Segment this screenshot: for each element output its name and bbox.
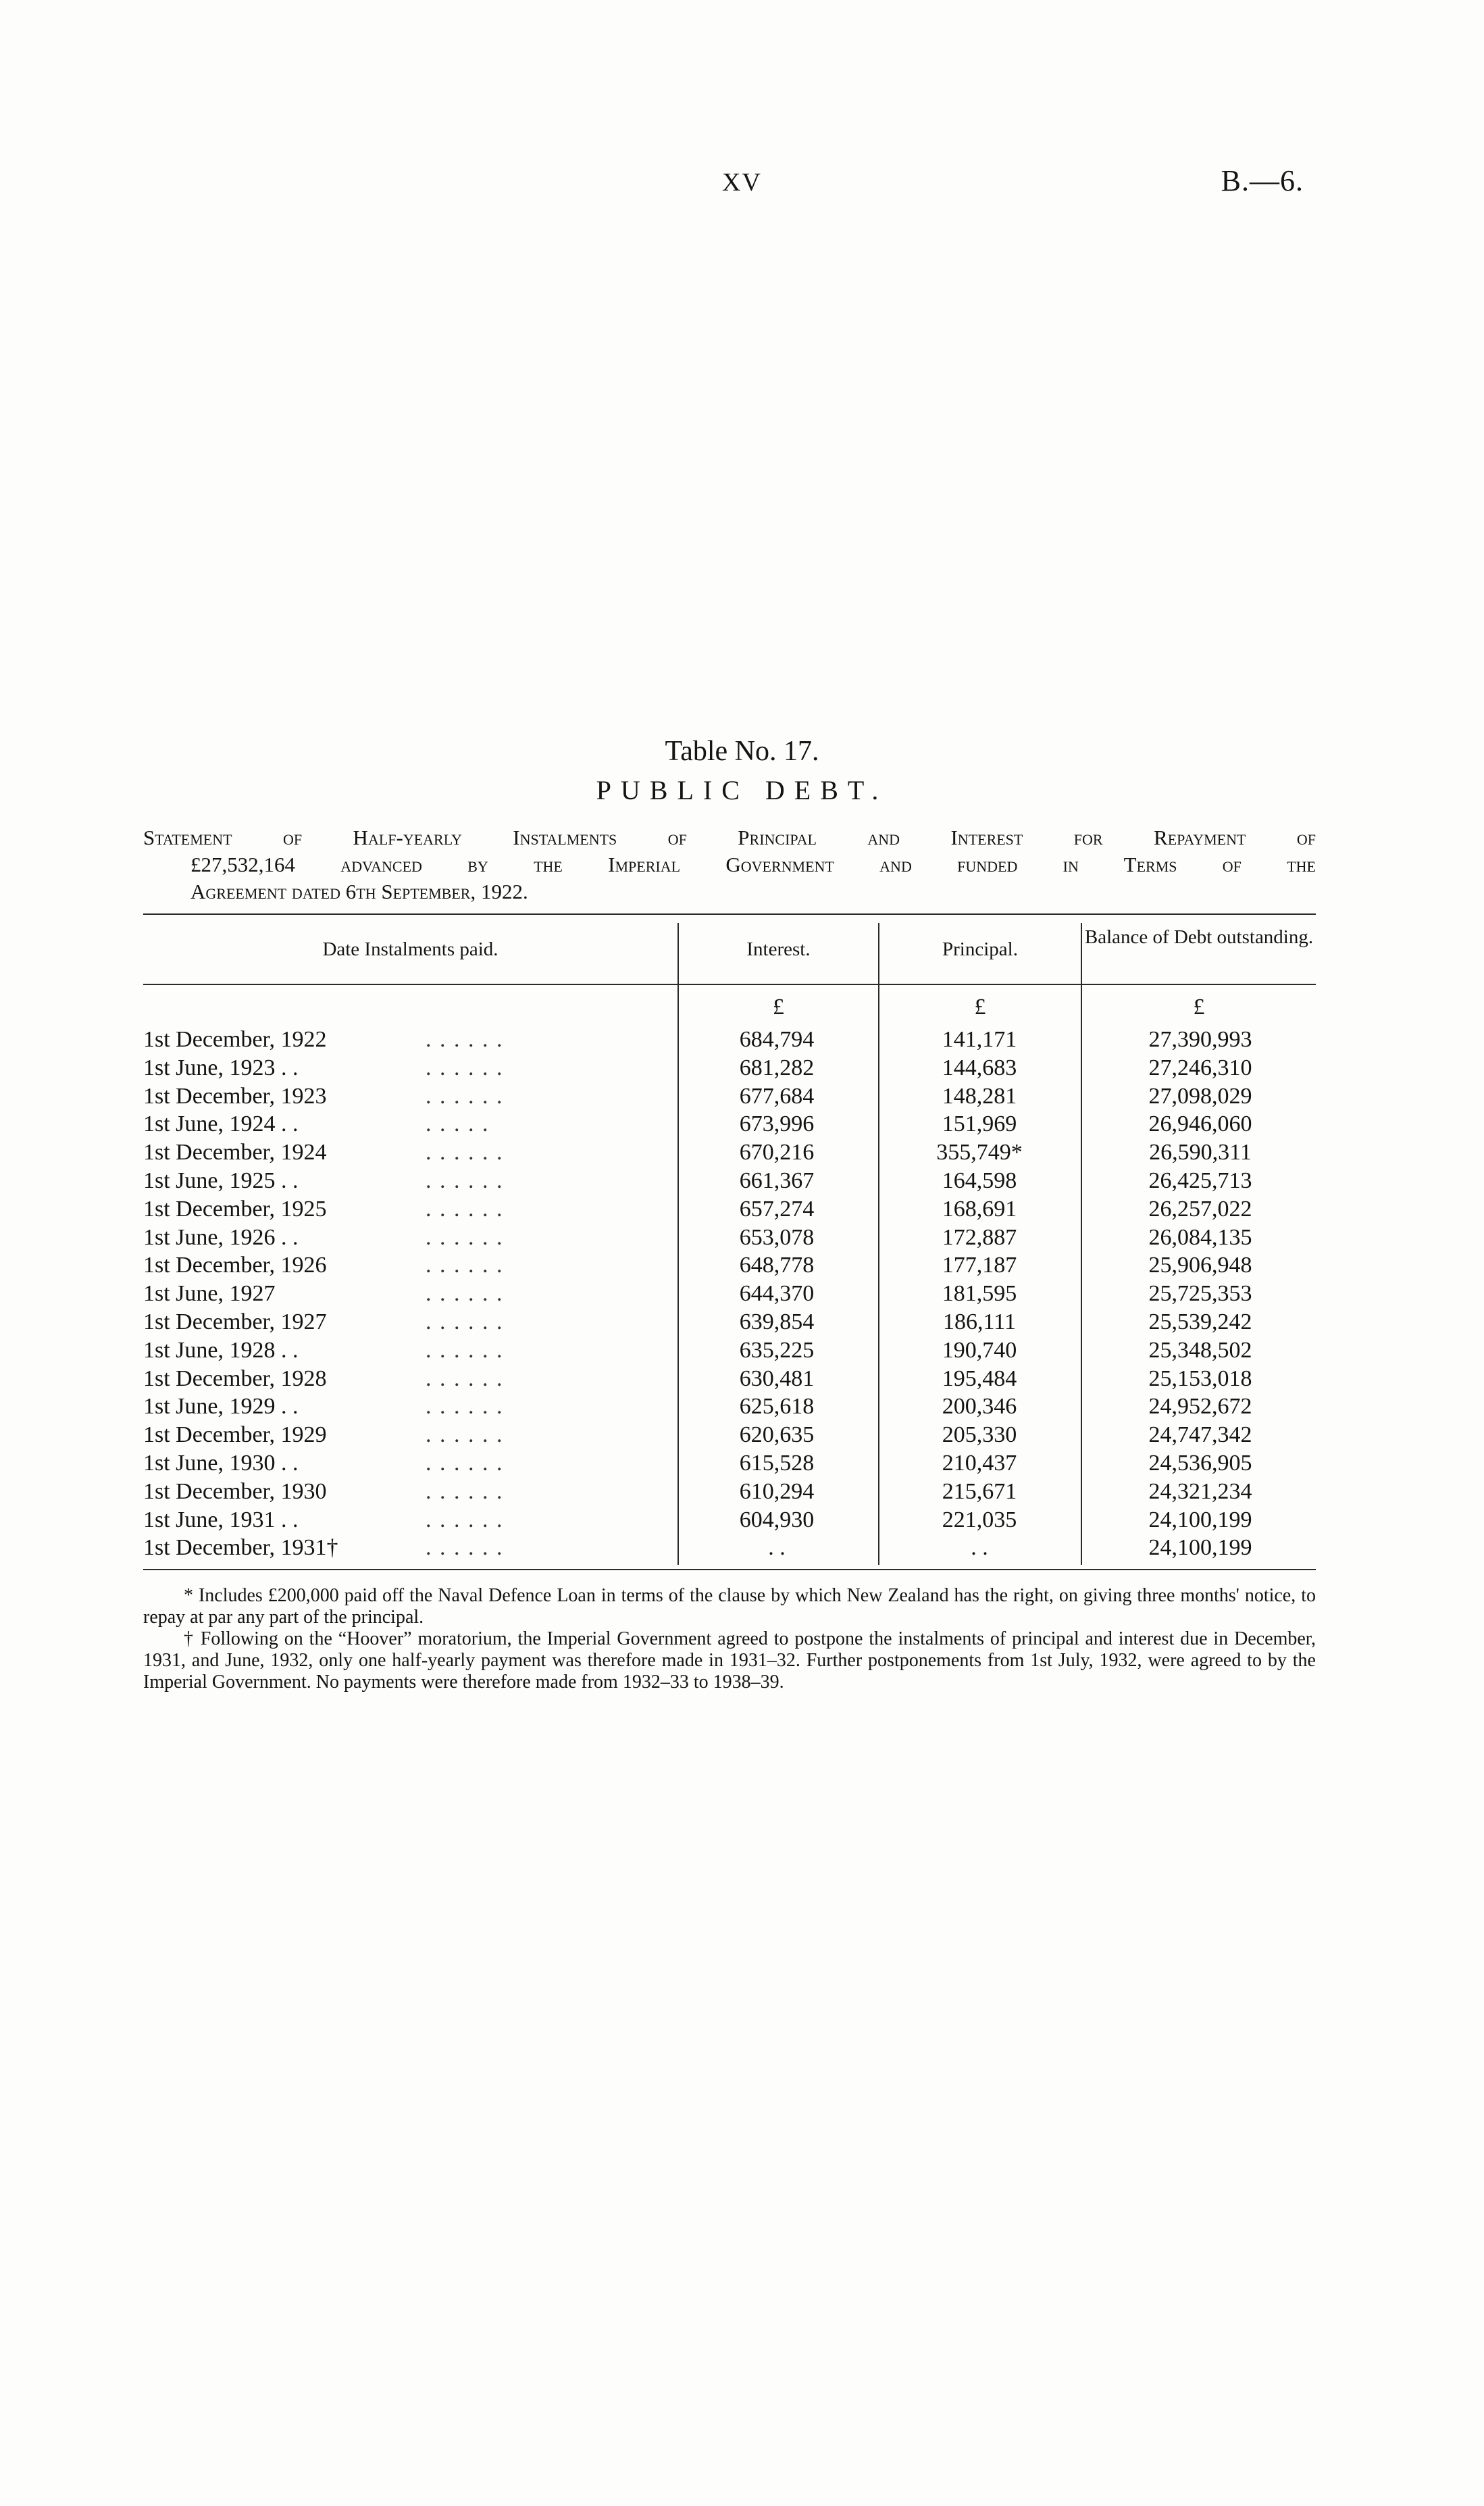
table-title: PUBLIC DEBT.	[596, 775, 888, 805]
column-header-date: Date Instalments paid.	[322, 938, 498, 960]
row-balance: 27,246,310	[1148, 1055, 1252, 1080]
row-date: 1st December, 1929	[143, 1422, 327, 1447]
row-date: 1st June, 1928 . .	[143, 1338, 299, 1363]
row-date: 1st June, 1929 . .	[143, 1394, 299, 1419]
row-interest: 681,282	[739, 1055, 815, 1080]
row-date: 1st June, 1926 . .	[143, 1225, 299, 1250]
row-balance: 25,906,948	[1148, 1253, 1252, 1278]
column-header-interest: Interest.	[746, 938, 811, 960]
row-principal: 168,691	[942, 1197, 1017, 1222]
row-balance: 27,390,993	[1148, 1027, 1252, 1052]
row-date: 1st June, 1931 . .	[143, 1507, 299, 1532]
statement-line: Agreement dated 6th September, 1922.	[190, 880, 528, 903]
row-principal: 141,171	[942, 1027, 1017, 1052]
row-interest: 625,618	[739, 1394, 815, 1419]
row-balance: 26,257,022	[1148, 1197, 1252, 1222]
row-leader-dots: . . . . . .	[426, 1422, 504, 1447]
row-interest: 673,996	[739, 1111, 815, 1136]
currency-symbol-interest: £	[773, 995, 784, 1020]
row-principal: 151,969	[942, 1111, 1017, 1136]
row-interest: 653,078	[739, 1225, 815, 1250]
row-balance: 27,098,029	[1148, 1084, 1252, 1109]
row-balance: 25,153,018	[1148, 1366, 1252, 1391]
row-interest: 635,225	[739, 1338, 815, 1363]
row-principal: 172,887	[942, 1225, 1017, 1250]
row-balance: 26,946,060	[1148, 1111, 1252, 1136]
row-date: 1st June, 1927	[143, 1281, 276, 1306]
table-top-rule	[143, 913, 1316, 915]
row-date: 1st December, 1928	[143, 1366, 327, 1391]
row-principal: 164,598	[942, 1168, 1017, 1193]
row-interest: 661,367	[739, 1168, 815, 1193]
row-leader-dots: . . . . . .	[426, 1225, 504, 1250]
row-date: 1st December, 1931†	[143, 1535, 338, 1560]
row-leader-dots: . . . . . .	[426, 1055, 504, 1080]
table-bottom-rule	[143, 1569, 1316, 1570]
row-date: 1st December, 1923	[143, 1084, 327, 1109]
row-principal: . .	[971, 1535, 988, 1560]
row-date: 1st December, 1927	[143, 1309, 327, 1334]
row-balance: 24,747,342	[1148, 1422, 1252, 1447]
row-principal: 215,671	[942, 1479, 1017, 1504]
row-interest: 670,216	[739, 1140, 815, 1165]
row-leader-dots: . . . . . .	[426, 1394, 504, 1419]
row-leader-dots: . . . . . .	[426, 1366, 504, 1391]
row-balance: 24,536,905	[1148, 1451, 1252, 1476]
row-interest: . .	[768, 1535, 786, 1560]
row-principal: 190,740	[942, 1338, 1017, 1363]
table-header-rule	[143, 984, 1316, 985]
row-interest: 630,481	[739, 1366, 815, 1391]
row-balance: 25,348,502	[1148, 1338, 1252, 1363]
row-leader-dots: . . . . . .	[426, 1479, 504, 1504]
row-interest: 677,684	[739, 1084, 815, 1109]
row-balance: 24,100,199	[1148, 1507, 1252, 1532]
row-balance: 24,321,234	[1148, 1479, 1252, 1504]
row-balance: 24,952,672	[1148, 1394, 1252, 1419]
row-date: 1st June, 1924 . .	[143, 1111, 299, 1136]
row-interest: 604,930	[739, 1507, 815, 1532]
row-leader-dots: . . . . . .	[426, 1197, 504, 1222]
row-balance: 25,539,242	[1148, 1309, 1252, 1334]
row-date: 1st December, 1926	[143, 1253, 327, 1278]
row-principal: 195,484	[942, 1366, 1017, 1391]
row-leader-dots: . . . . . .	[426, 1281, 504, 1306]
row-leader-dots: . . . . . .	[426, 1253, 504, 1278]
footnote-star: * Includes £200,000 paid off the Naval Defence Loan in terms of the clause by which New Zealand has the right, on giving three months' notice, to repay at par any part of the principal.	[143, 1585, 1316, 1628]
row-balance: 25,725,353	[1148, 1281, 1252, 1306]
row-date: 1st December, 1922	[143, 1027, 327, 1052]
row-principal: 186,111	[943, 1309, 1016, 1334]
row-interest: 639,854	[739, 1309, 815, 1334]
row-leader-dots: . . . . . .	[426, 1027, 504, 1052]
footnote-dagger: † Following on the “Hoover” moratorium, the Imperial Government agreed to postpone the instalments of principal and interest due in December, 1931, and June, 1932, only one half-yearly payment was therefore made in 1931–32. Further postponements from 1st July, 1932, were agreed to by the Imperial Government. No payments were therefore made from 1932–33 to 1938–39.	[143, 1628, 1316, 1693]
row-principal: 355,749*	[936, 1140, 1023, 1165]
row-leader-dots: . . . . .	[426, 1111, 490, 1136]
row-date: 1st December, 1925	[143, 1197, 327, 1222]
row-interest: 644,370	[739, 1281, 815, 1306]
row-date: 1st June, 1923 . .	[143, 1055, 299, 1080]
row-leader-dots: . . . . . .	[426, 1140, 504, 1165]
row-date: 1st December, 1924	[143, 1140, 327, 1165]
row-date: 1st June, 1930 . .	[143, 1451, 299, 1476]
row-interest: 684,794	[739, 1027, 815, 1052]
row-principal: 181,595	[942, 1281, 1017, 1306]
row-balance: 24,100,199	[1148, 1535, 1252, 1560]
row-principal: 144,683	[942, 1055, 1017, 1080]
row-principal: 148,281	[942, 1084, 1017, 1109]
column-header-principal: Principal.	[942, 938, 1018, 960]
statement-line: £27,532,164 advanced by the Imperial Government and funded in Terms of the	[190, 853, 1316, 876]
row-principal: 200,346	[942, 1394, 1017, 1419]
row-interest: 615,528	[739, 1451, 815, 1476]
row-leader-dots: . . . . . .	[426, 1309, 504, 1334]
statement-line: Statement of Half-yearly Instalments of Principal and Interest for Repayment of	[143, 826, 1316, 849]
page-number: XV	[722, 168, 762, 197]
document-reference: B.—6.	[1221, 164, 1304, 197]
row-interest: 657,274	[739, 1197, 815, 1222]
row-leader-dots: . . . . . .	[426, 1451, 504, 1476]
row-date: 1st June, 1925 . .	[143, 1168, 299, 1193]
currency-symbol-balance: £	[1193, 995, 1205, 1020]
row-balance: 26,084,135	[1148, 1225, 1252, 1250]
row-leader-dots: . . . . . .	[426, 1338, 504, 1363]
row-balance: 26,425,713	[1148, 1168, 1252, 1193]
row-principal: 205,330	[942, 1422, 1017, 1447]
column-header-balance: Balance of Debt outstanding.	[1084, 926, 1314, 948]
row-leader-dots: . . . . . .	[426, 1507, 504, 1532]
row-balance: 26,590,311	[1149, 1140, 1252, 1165]
row-interest: 620,635	[739, 1422, 815, 1447]
row-interest: 648,778	[739, 1253, 815, 1278]
currency-symbol-principal: £	[974, 995, 986, 1020]
row-principal: 177,187	[942, 1253, 1017, 1278]
row-leader-dots: . . . . . .	[426, 1168, 504, 1193]
row-interest: 610,294	[739, 1479, 815, 1504]
row-leader-dots: . . . . . .	[426, 1084, 504, 1109]
table-number: Table No. 17.	[665, 736, 819, 767]
row-leader-dots: . . . . . .	[426, 1535, 504, 1560]
row-date: 1st December, 1930	[143, 1479, 327, 1504]
row-principal: 221,035	[942, 1507, 1017, 1532]
statement-heading	[143, 824, 1316, 905]
row-principal: 210,437	[942, 1451, 1017, 1476]
